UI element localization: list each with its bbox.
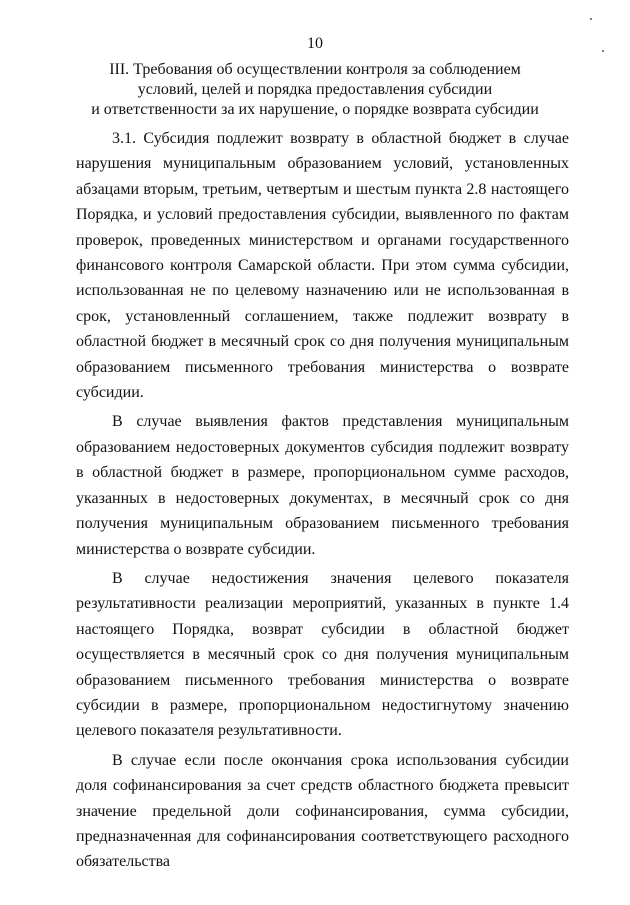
document-body (76, 126, 569, 875)
section-heading-line: и ответственности за их нарушение, о порядке возврата субсидии (91, 101, 539, 118)
paragraph-target-indicator: В случае недостижения значения целевого показателя результативности реализации мероприятий, указанных в пункте 1.4 настоящего Порядка, возврат субсидии в областной бюджет осуществляется в месячный срок со дня получения муниципальным образованием письменного требования министерства о возврате субсидии в размере, пропорциональном недостигнутому значению целевого показателя результативности. (76, 569, 569, 740)
section-heading (60, 60, 570, 120)
section-heading-line: III. Требования об осуществлении контроля за соблюдением (109, 61, 521, 78)
paragraph-3-1: 3.1. Субсидия подлежит возврату в областной бюджет в случае нарушения муниципальным образованием условий, установленных абзацами вторым, третьим, четвертым и шестым пункта 2.8 настоящего Порядка, и условий предоставления субсидии, выявленного по фактам проверок, проведенных министерством и органами государственного финансового контроля Самарской области. При этом сумма субсидии, использованная не по целевому назначению или не использованная в срок, установленный соглашением, также подлежит возврату в областной бюджет в месячный срок со дня получения муниципальным образованием письменного требования министерства о возврате субсидии. (76, 130, 569, 402)
scan-speck (590, 18, 592, 20)
section-heading-line: условий, целей и порядка предоставления субсидии (137, 81, 493, 98)
paragraph-cofinancing-share: В случае если после окончания срока использования субсидии доля софинансирования за счет средств областного бюджета превысит значение предельной доли софинансирования, сумма субсидии, предназначенная для софинансирования соответствующего расходного обязательства (76, 751, 569, 871)
page-number: 10 (307, 35, 323, 52)
scan-speck (602, 50, 604, 52)
paragraph-false-documents: В случае выявления фактов представления муниципальным образованием недостоверных документов субсидия подлежит возврату в областной бюджет в размере, пропорциональном сумме расходов, указанных в недостоверных документах, в месячный срок со дня получения муниципальным образованием письменного требования министерства о возврате субсидии. (76, 413, 569, 558)
